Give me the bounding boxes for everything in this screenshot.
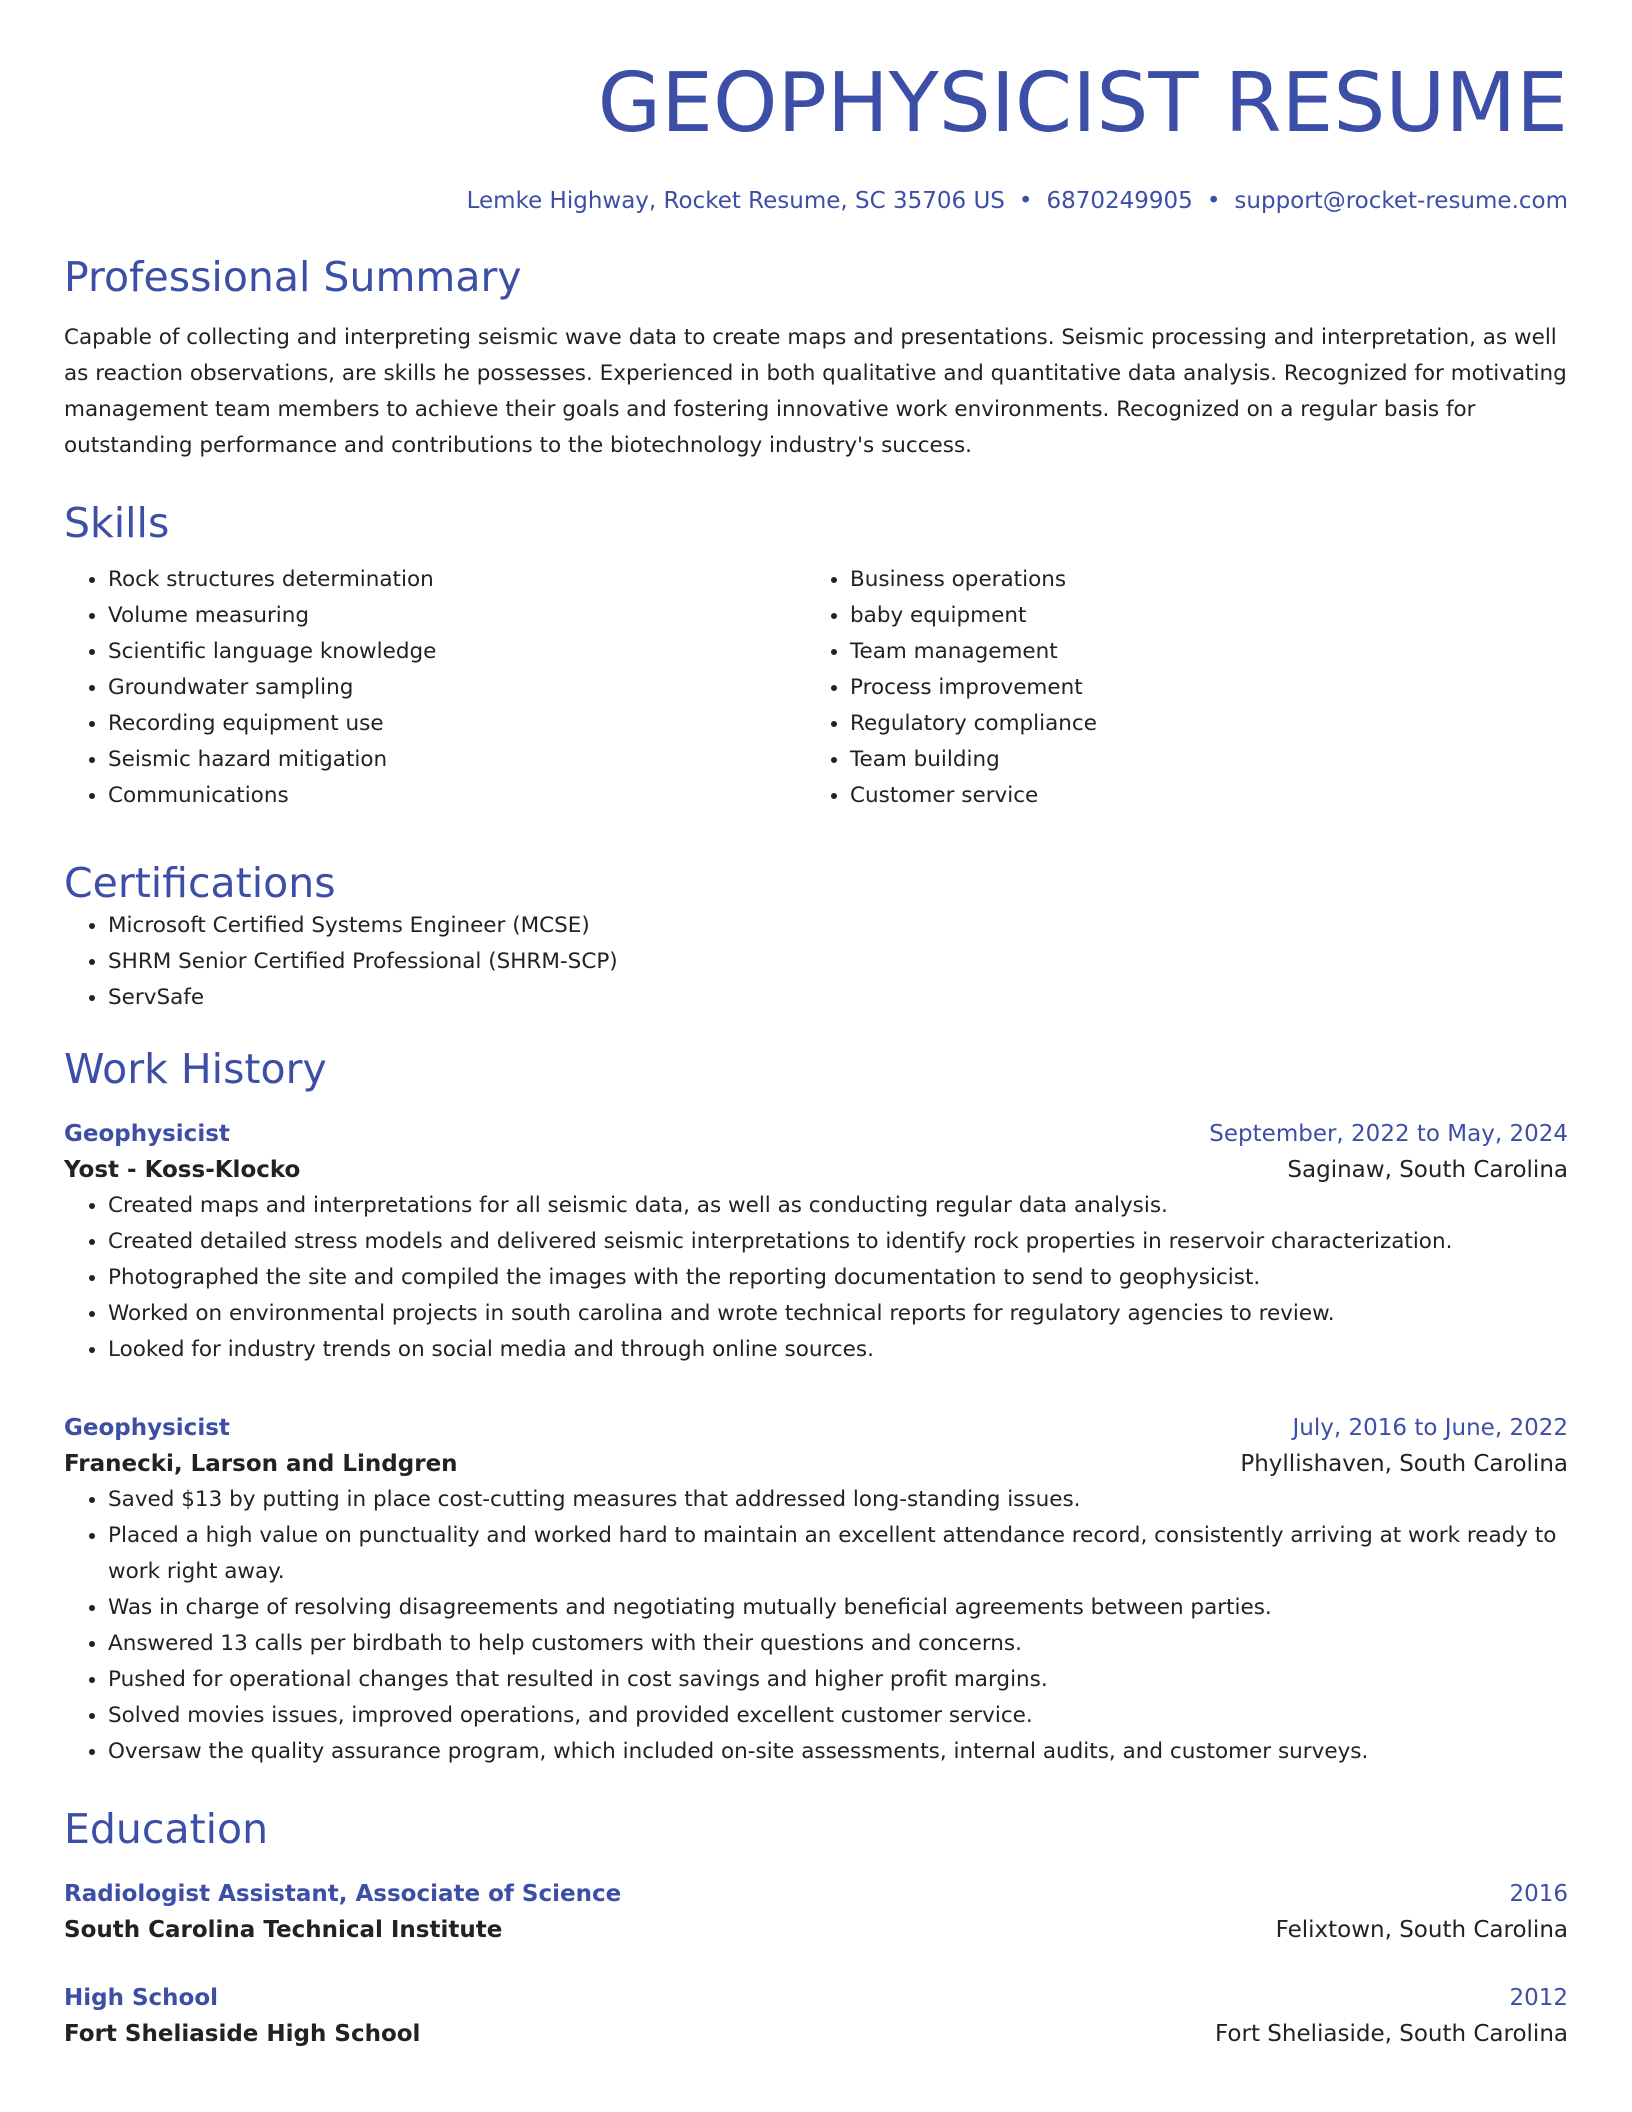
education-location: Felixtown, South Carolina	[1275, 1917, 1568, 1943]
job-duty-item: • Oversaw the quality assurance program, which included on-site assessments, internal audits, and customer surveys.	[108, 1734, 1568, 1770]
education-entry	[64, 1980, 1568, 2052]
skill-item: • Customer service	[850, 778, 1548, 814]
certifications-list	[64, 908, 1568, 1016]
skills-list-left	[64, 562, 806, 814]
job-company: Franecki, Larson and Lindgren	[64, 1451, 458, 1477]
education-location: Fort Sheliaside, South Carolina	[1215, 2021, 1568, 2047]
job-title: Geophysicist	[64, 1415, 230, 1441]
education-school-row	[64, 1912, 1568, 1948]
job-duties-list	[64, 1188, 1568, 1368]
job-header-row	[64, 1410, 1568, 1446]
job-duty-item: • Pushed for operational changes that resulted in cost savings and higher profit margins.	[108, 1662, 1568, 1698]
skill-item: • Team building	[850, 742, 1548, 778]
education-school-row	[64, 2016, 1568, 2052]
education-year: 2012	[1509, 1985, 1568, 2011]
education-school: Fort Sheliaside High School	[64, 2021, 421, 2047]
job-header-row	[64, 1116, 1568, 1152]
job-dates: July, 2016 to June, 2022	[1292, 1415, 1568, 1441]
job-duty-item: • Created maps and interpretations for all seismic data, as well as conducting regular data analysis.	[108, 1188, 1568, 1224]
skills-list-right	[806, 562, 1548, 814]
job-entry	[64, 1116, 1568, 1368]
job-duty-item: • Was in charge of resolving disagreements and negotiating mutually beneficial agreements between parties.	[108, 1590, 1568, 1626]
skill-item: • Regulatory compliance	[850, 706, 1548, 742]
skill-item: • Communications	[108, 778, 806, 814]
job-dates: September, 2022 to May, 2024	[1209, 1121, 1568, 1147]
work-history-heading: Work History	[64, 1045, 327, 1093]
education-header-row	[64, 1980, 1568, 2016]
contact-line	[64, 186, 1568, 216]
job-location: Phyllishaven, South Carolina	[1240, 1451, 1568, 1477]
education-degree: High School	[64, 1985, 219, 2011]
education-header-row	[64, 1876, 1568, 1912]
job-duties-list	[64, 1482, 1568, 1770]
skill-item: • baby equipment	[850, 598, 1548, 634]
job-duty-item: • Worked on environmental projects in south carolina and wrote technical reports for regulatory agencies to review.	[108, 1296, 1568, 1332]
job-duty-item: • Solved movies issues, improved operations, and provided excellent customer service.	[108, 1698, 1568, 1734]
skill-item: • Recording equipment use	[108, 706, 806, 742]
job-duty-item: • Created detailed stress models and delivered seismic interpretations to identify rock properties in reservoir characterization.	[108, 1224, 1568, 1260]
contact-phone: 6870249905	[1046, 188, 1193, 214]
skills-heading: Skills	[64, 499, 170, 547]
education-school: South Carolina Technical Institute	[64, 1917, 503, 1943]
skill-item: • Seismic hazard mitigation	[108, 742, 806, 778]
summary-text: Capable of collecting and interpreting seismic wave data to create maps and presentations. Seismic processing and interpretation, as well as reaction observations, are skills he possesses. Experienced in both qualitative and quantitative data analysis. Recognized for motivating management team members to achieve their goals and fostering innovative work environments. Recognized on a regular basis for outstanding performance and contributions to the biotechnology industry's success.	[64, 325, 1567, 458]
job-company: Yost - Koss-Klocko	[64, 1157, 301, 1183]
job-duty-item: • Saved $13 by putting in place cost-cutting measures that addressed long-standing issues.	[108, 1482, 1568, 1518]
education-entry	[64, 1876, 1568, 1948]
job-duty-item: • Photographed the site and compiled the images with the reporting documentation to send to geophysicist.	[108, 1260, 1568, 1296]
contact-email: support@rocket-resume.com	[1234, 188, 1568, 214]
job-title: Geophysicist	[64, 1121, 230, 1147]
skill-item: • Process improvement	[850, 670, 1548, 706]
education-heading: Education	[64, 1805, 269, 1853]
job-company-row	[64, 1446, 1568, 1482]
job-location: Saginaw, South Carolina	[1287, 1157, 1568, 1183]
skills-column-right	[806, 562, 1548, 814]
certification-item: • ServSafe	[108, 980, 1568, 1016]
skill-item: • Volume measuring	[108, 598, 806, 634]
job-company-row	[64, 1152, 1568, 1188]
certification-item: • SHRM Senior Certified Professional (SHRM-SCP)	[108, 944, 1568, 980]
job-duty-item: • Placed a high value on punctuality and worked hard to maintain an excellent attendance record, consistently arriving at work ready to work right away.	[108, 1518, 1568, 1590]
resume-title: GEOPHYSICIST RESUME	[597, 56, 1568, 151]
certifications-heading: Certifications	[64, 859, 336, 907]
education-year: 2016	[1509, 1881, 1568, 1907]
education-degree: Radiologist Assistant, Associate of Science	[64, 1881, 622, 1907]
skill-item: • Team management	[850, 634, 1548, 670]
skill-item: • Groundwater sampling	[108, 670, 806, 706]
contact-address: Lemke Highway, Rocket Resume, SC 35706 US	[466, 188, 1005, 214]
certification-item: • Microsoft Certified Systems Engineer (MCSE)	[108, 908, 1568, 944]
job-duty-item: • Answered 13 calls per birdbath to help customers with their questions and concerns.	[108, 1626, 1568, 1662]
skills-grid	[64, 562, 1568, 814]
skill-item: • Rock structures determination	[108, 562, 806, 598]
skill-item: • Business operations	[850, 562, 1548, 598]
contact-separator: •	[1206, 188, 1221, 214]
skills-column-left	[64, 562, 806, 814]
contact-separator: •	[1018, 188, 1033, 214]
job-duty-item: • Looked for industry trends on social media and through online sources.	[108, 1332, 1568, 1368]
job-entry	[64, 1410, 1568, 1770]
summary-heading: Professional Summary	[64, 253, 522, 301]
skill-item: • Scientific language knowledge	[108, 634, 806, 670]
